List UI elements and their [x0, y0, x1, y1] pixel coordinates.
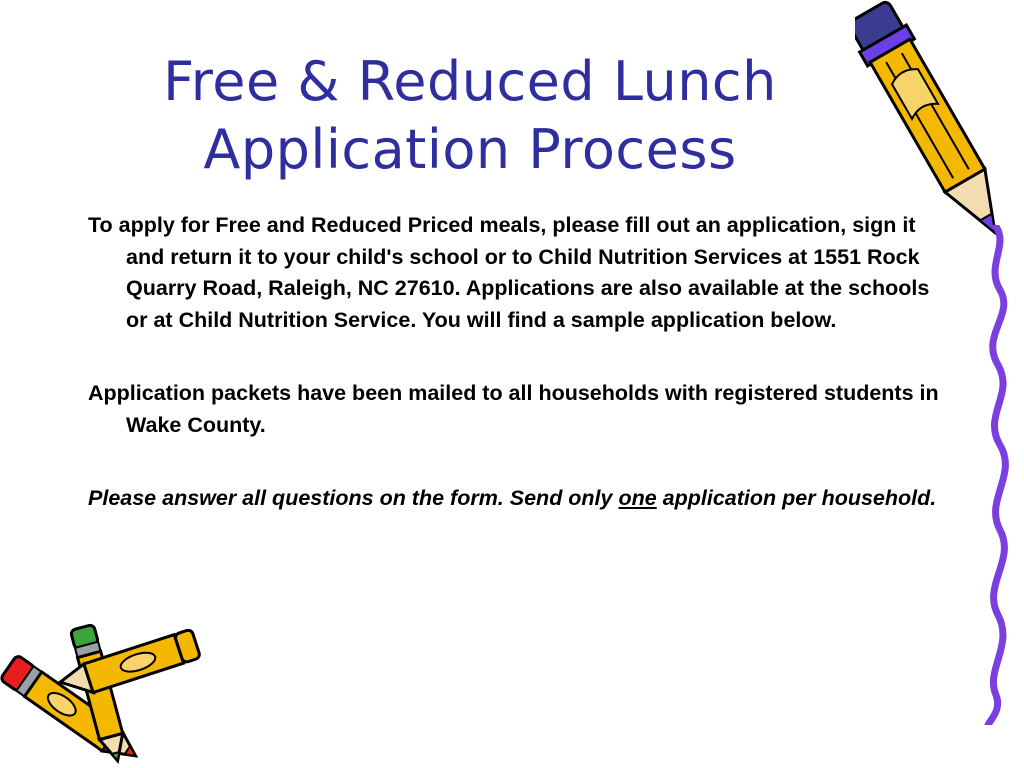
- title-line-2: Application Process: [203, 118, 737, 181]
- slide-body: [88, 210, 943, 557]
- paragraph3-emphasis: one: [618, 486, 657, 510]
- paragraph-one-per-household: [88, 483, 943, 515]
- pencil-icon: [855, 0, 1005, 245]
- paragraph-apply-instructions: To apply for Free and Reduced Priced meals, please fill out an application, sign it and return it to your child's school or to Child Nutrition Services at 1551 Rock Quarry Road, Raleigh, NC 27610. Applications are also available at the schools or at Child Nutrition Service. You will find a sample application below.: [88, 213, 930, 332]
- squiggle-line-icon: [960, 225, 1024, 725]
- title-line-1: Free & Reduced Lunch: [163, 50, 777, 113]
- paragraph3-after: application per household.: [656, 486, 937, 510]
- slide-title: [120, 48, 820, 184]
- crossed-pencils-icon: [0, 615, 210, 765]
- paragraph3-before: Please answer all questions on the form. Send only: [88, 486, 619, 510]
- paragraph-packets-mailed: Application packets have been mailed to all households with registered students in Wake County.: [88, 381, 939, 437]
